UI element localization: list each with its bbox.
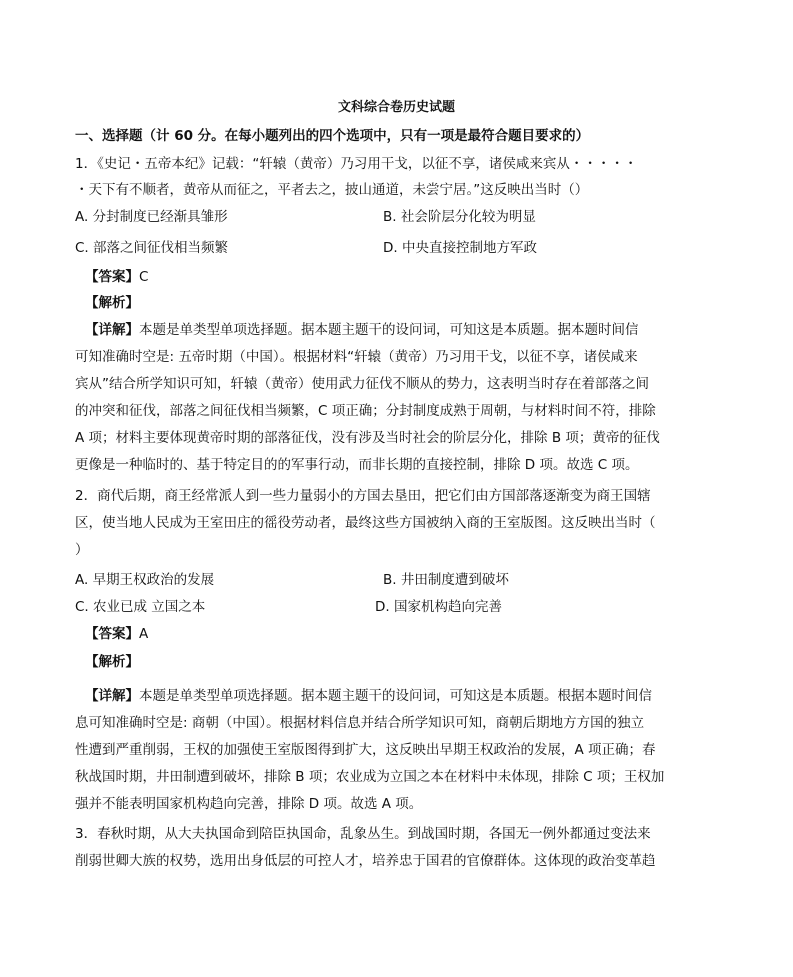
q2-answer-label: 【答案】	[85, 626, 139, 642]
q3-stem-line-2: 削弱世卿大族的权势，选用出身低层的可控人才，培养忠于国君的官僚群体。这体现的政治变革趋	[75, 853, 656, 869]
q2-analysis-label: 【解析】	[85, 654, 139, 670]
q2-option-d: D. 国家机构趋向完善	[375, 599, 502, 615]
q2-detail-line-4: 秋战国时期，井田制遭到破坏，排除 B 项；农业成为立国之本在材料中未体现，排除 C 项；王权加	[75, 769, 665, 785]
section-heading: 一、选择题（计 60 分。在每小题列出的四个选项中，只有一项是最符合题目要求的）	[75, 128, 590, 144]
q2-detail-line-1	[85, 686, 735, 706]
q2-option-a: A. 早期王权政治的发展	[75, 572, 215, 588]
q2-stem-line-1: 2．商代后期，商王经常派人到一些力量弱小的方国去垦田，把它们由方国部落逐渐变为商王国辖	[75, 488, 651, 504]
q1-detail-line-3: 宾从”结合所学知识可知，轩辕（黄帝）使用武力征伐不顺从的势力，这表明当时存在着部落之间	[75, 376, 649, 392]
q1-analysis-label: 【解析】	[85, 295, 139, 311]
q2-answer-value: A	[139, 626, 149, 642]
q2-detail-text-1: 本题是单类型单项选择题。据本题主题干的设问词，可知这是本质题。根据本题时间信	[139, 688, 652, 704]
q2-stem-line-3: ）	[75, 542, 89, 558]
q2-answer	[85, 624, 735, 644]
q1-option-d: D. 中央直接控制地方军政	[383, 240, 537, 256]
q2-stem-line-2: 区，使当地人民成为王室田庄的徭役劳动者，最终这些方国被纳入商的王室版图。这反映出当时（	[75, 515, 656, 531]
q1-option-c: C. 部落之间征伐相当频繁	[75, 240, 229, 256]
q1-option-a: A. 分封制度已经渐具雏形	[75, 209, 228, 225]
q1-answer-value: C	[139, 269, 149, 285]
q2-detail-line-5: 强并不能表明国家机构趋向完善，排除 D 项。故选 A 项。	[75, 796, 423, 812]
q1-detail-line-4: 的冲突和征伐，部落之间征伐相当频繁，C 项正确；分封制度成熟于周朝，与材料时间不符，排除	[75, 403, 656, 419]
q2-detail-line-2: 息可知准确时空是: 商朝（中国）。根据材料信息并结合所学知识可知，商朝后期地方方国的独立	[75, 715, 645, 731]
q1-answer-label: 【答案】	[85, 269, 139, 285]
q1-detail-label: 【详解】	[85, 322, 139, 338]
q3-stem-line-1: 3．春秋时期，从大夫执国命到陪臣执国命，乱象丛生。到战国时期，各国无一例外都通过变法来	[75, 826, 651, 842]
page-title: 文科综合卷历史试题	[337, 100, 455, 115]
q2-option-b: B. 井田制度遭到破坏	[383, 572, 509, 588]
q1-answer	[85, 267, 735, 287]
q1-detail-line-1	[85, 320, 735, 340]
q2-detail-line-3: 性遭到严重削弱，王权的加强使王室版图得到扩大，这反映出早期王权政治的发展，A 项正确；春	[75, 742, 656, 758]
q1-stem-line-2: ・天下有不顺者，黄帝从而征之，平者去之，披山通道，未尝宁居。”这反映出当时（）	[75, 182, 589, 198]
q1-detail-line-5: A 项；材料主要体现黄帝时期的部落征伐，没有涉及当时社会的阶层分化，排除 B 项；黄帝的征伐	[75, 430, 660, 446]
q1-stem-line-1: 1．《史记・五帝本纪》记载：“轩辕（黄帝）乃习用干戈，以征不享，诸侯咸来宾从・・・・・	[75, 156, 638, 172]
q1-detail-text-1: 本题是单类型单项选择题。据本题主题干的设问词，可知这是本质题。据本题时间信	[139, 322, 639, 338]
q2-option-c: C. 农业已成 立国之本	[75, 599, 206, 615]
q1-option-b: B. 社会阶层分化较为明显	[383, 209, 536, 225]
q1-detail-line-6: 更像是一种临时的、基于特定目的的军事行动，而非长期的直接控制，排除 D 项。故选 C 项。	[75, 457, 639, 473]
q2-detail-label: 【详解】	[85, 688, 139, 704]
q1-detail-line-2: 可知准确时空是: 五帝时期（中国）。根据材料“轩辕（黄帝）乃习用干戈，以征不享，诸侯咸来	[75, 349, 638, 365]
